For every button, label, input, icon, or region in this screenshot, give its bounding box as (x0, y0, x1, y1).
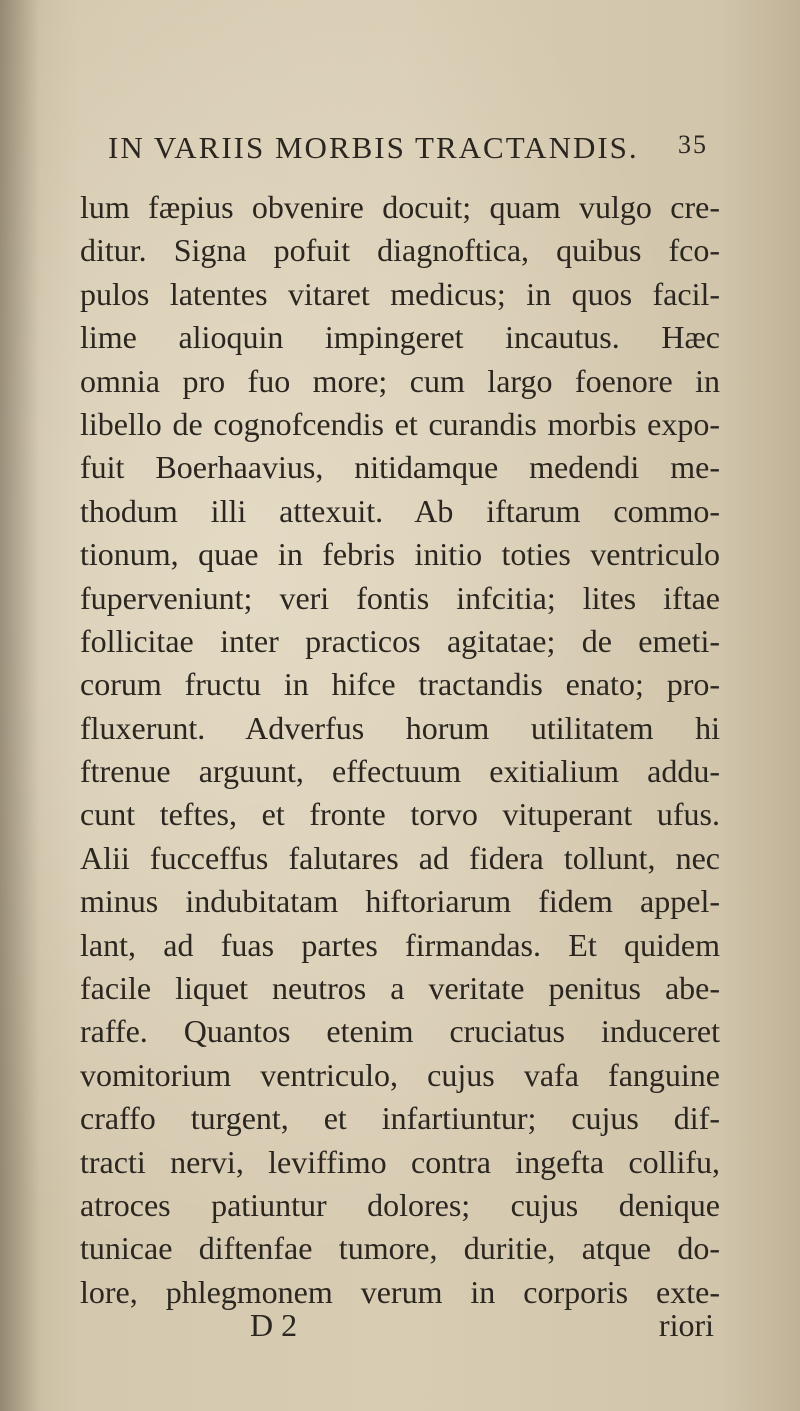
text-line: raffe. Quantos etenim cruciatus induceret (80, 1013, 720, 1050)
text-line: ftrenue arguunt, effectuum exitialium addu- (80, 753, 720, 790)
text-line: fuit Boerhaavius, nitidamque medendi me- (80, 449, 720, 486)
text-line: cunt teftes, et fronte torvo vituperant ufus. (80, 796, 720, 833)
catchword: riori (658, 1307, 714, 1343)
text-line: libello de cognofcendis et curandis morbis expo- (80, 405, 720, 442)
text-line: craffo turgent, et infartiuntur; cujus dif- (80, 1100, 720, 1137)
text-line: fuperveniunt; veri fontis infcitia; lites iftae (80, 579, 720, 616)
text-line: tionum, quae in febris initio toties ventriculo (80, 536, 720, 573)
signature-mark: D 2 (250, 1307, 298, 1343)
text-line: facile liquet neutros a veritate penitus abe- (80, 970, 720, 1007)
page-number: 35 (678, 130, 708, 159)
text-line: lum fæpius obvenire docuit; quam vulgo cre- (80, 189, 720, 225)
text-line: omnia pro fuo more; cum largo foenore in (80, 362, 720, 399)
running-head (108, 130, 708, 174)
running-head-title: IN VARIIS MORBIS TRACTANDIS. (108, 130, 639, 165)
text-line: pulos latentes vitaret medicus; in quos facil- (80, 275, 720, 312)
page-footer (80, 1307, 720, 1351)
text-line: tracti nervi, leviffimo contra ingefta collifu, (80, 1143, 720, 1180)
text-line: corum fructu in hifce tractandis enato; pro- (80, 666, 720, 703)
body-text (80, 186, 720, 1314)
text-line: lime alioquin impingeret incautus. Hæc (80, 319, 720, 356)
text-line: vomitorium ventriculo, cujus vafa fanguine (80, 1056, 720, 1093)
text-line: lore, phlegmonem verum in corporis exte- (80, 1273, 720, 1310)
text-line: Alii fucceffus falutares ad fidera tollunt, nec (80, 839, 720, 876)
spine-shadow (0, 0, 40, 1411)
text-line: thodum illi attexuit. Ab iftarum commo- (80, 492, 720, 529)
text-line: minus indubitatam hiftoriarum fidem appel- (80, 883, 720, 920)
text-line: tunicae diftenfae tumore, duritie, atque do- (80, 1230, 720, 1267)
text-line: fluxerunt. Adverfus horum utilitatem hi (80, 709, 720, 746)
text-line: lant, ad fuas partes firmandas. Et quidem (80, 926, 720, 963)
text-line: atroces patiuntur dolores; cujus denique (80, 1186, 720, 1223)
text-line: follicitae inter practicos agitatae; de emeti- (80, 622, 720, 659)
text-line: ditur. Signa pofuit diagnoftica, quibus fco- (80, 232, 720, 269)
